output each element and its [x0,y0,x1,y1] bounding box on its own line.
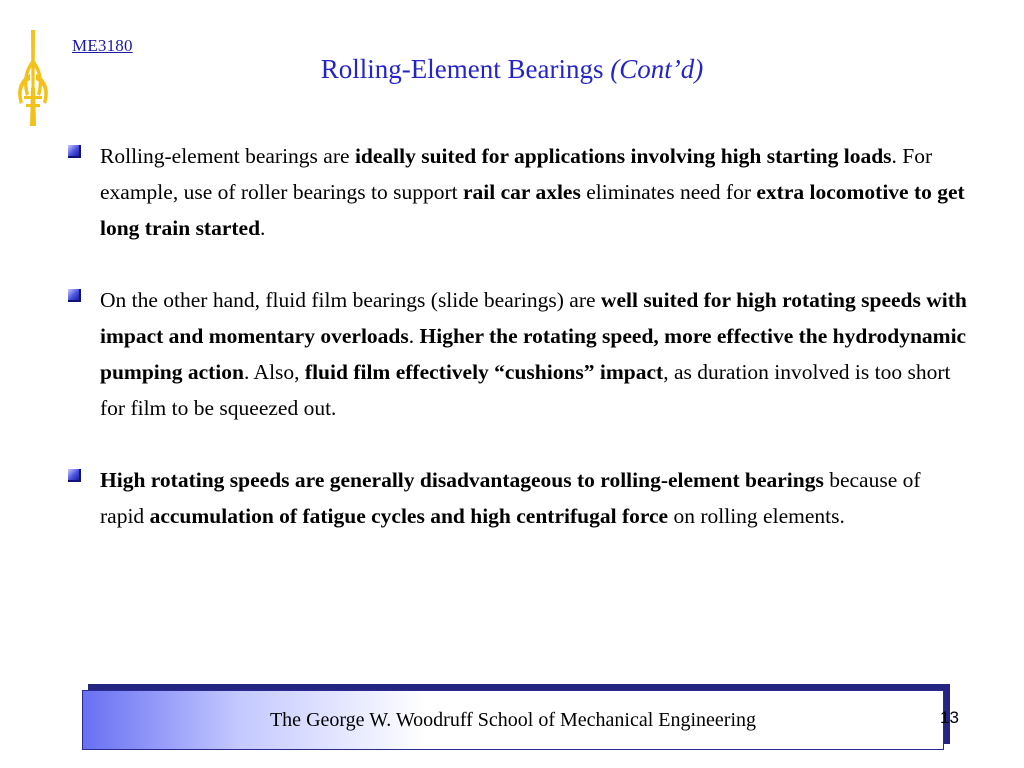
bullet-square-icon [68,289,81,302]
bold-segment: Higher the rotating speed, more effective the hydrodynamic pumping action [100,324,967,384]
bold-segment: rail car axles [463,180,581,204]
slide-title-main: Rolling-Element Bearings [320,54,604,84]
bold-segment: fluid film effectively “cushions” impact [304,360,664,384]
text-segment: eliminates need for [580,180,757,204]
text-segment: because of rapid [100,468,921,528]
text-segment: . [408,324,420,348]
bold-segment: ideally suited for applications involving high starting loads [354,144,892,168]
slide-title-suffix: (Cont’d) [610,54,704,84]
bullet-item [68,138,968,246]
course-code: ME3180 [72,36,133,55]
text-segment: On the other hand, fluid film bearings (slide bearings) are [100,288,601,312]
bold-segment: High rotating speeds are generally disadvantageous to rolling-element bearings [100,468,824,492]
bullet-item [68,462,968,534]
bullet-square-icon [68,469,81,482]
text-segment: . Also, [243,360,305,384]
bullet-text [100,468,921,528]
text-segment: , as duration involved is too short for film to be squeezed out. [100,360,951,420]
bullet-text [100,144,965,240]
footer-text: The George W. Woodruff School of Mechanical Engineering [269,708,757,731]
bullet-square-icon [68,145,81,158]
bullet-text [100,288,967,420]
slide-title [0,54,1024,85]
footer-banner [82,690,944,750]
bold-segment: accumulation of fatigue cycles and high centrifugal force [149,504,669,528]
text-segment: Rolling-element bearings are [100,144,355,168]
bullet-item [68,282,968,426]
text-segment: on rolling elements. [668,504,845,528]
text-segment: . For example, use of roller bearings to support [100,144,933,204]
bold-segment: extra locomotive to get long train started [100,180,965,240]
page-number: 13 [940,708,959,727]
bold-segment: well suited for high rotating speeds with impact and momentary overloads [100,288,967,348]
text-segment: . [260,216,266,240]
bullet-list [68,138,968,534]
